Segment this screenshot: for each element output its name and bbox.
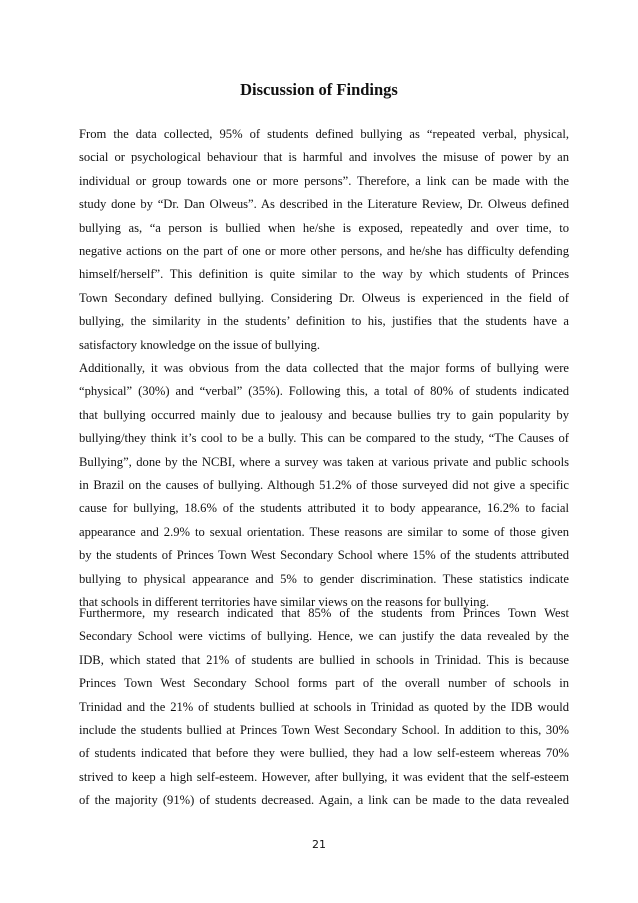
text-line: bullying/they think it’s cool to be a bully. This can be compared to the study, “The Causes of: [79, 431, 569, 446]
text-line: individual or group towards one or more persons”. Therefore, a link can be made with the: [79, 173, 569, 188]
text-line: Princes Town West Secondary School forms part of the overall number of schools in: [79, 676, 569, 691]
text-line: Town Secondary defined bullying. Considering Dr. Olweus is experienced in the field of: [79, 290, 569, 305]
text-line: that schools in different territories have similar views on the reasons for bullying.: [79, 594, 490, 609]
text-line: bullying to physical appearance and 5% to gender discrimination. These statistics indicate: [79, 571, 569, 586]
text-line: strived to keep a high self-esteem. However, after bullying, it was evident that the self-esteem: [79, 769, 569, 784]
text-line: Secondary School were victims of bullying. Hence, we can justify the data revealed by the: [79, 629, 569, 644]
paragraph-1: [79, 123, 569, 357]
text-line: IDB, which stated that 21% of students are bullied in schools in Trinidad. This is because: [79, 652, 569, 667]
text-line: Bullying”, done by the NCBI, where a survey was taken at various private and public schools: [79, 454, 569, 469]
text-line: cause for bullying, 18.6% of the students attributed it to body appearance, 16.2% to facial: [79, 501, 569, 516]
text-line: From the data collected, 95% of students defined bullying as “repeated verbal, physical,: [79, 127, 569, 141]
paragraph-3: [79, 602, 569, 813]
page-title: Discussion of Findings: [240, 80, 398, 99]
text-line: study done by “Dr. Dan Olweus”. As described in the Literature Review, Dr. Olweus defined: [79, 197, 569, 212]
text-line: himself/herself”. This definition is quite similar to the way by which students of Princes: [79, 267, 569, 282]
text-line: by the students of Princes Town West Secondary School where 15% of the students attributed: [79, 548, 569, 563]
text-line: satisfactory knowledge on the issue of bullying.: [79, 337, 320, 352]
text-line: bullying, the similarity in the students’ definition to his, justifies that the students have a: [79, 314, 569, 329]
text-line: of students indicated that before they were bullied, they had a low self-esteem whereas 70%: [79, 746, 569, 761]
text-line: in Brazil on the causes of bullying. Although 51.2% of those surveyed did not give a specific: [79, 477, 569, 492]
text-line: of the majority (91%) of students decreased. Again, a link can be made to the data revealed: [79, 793, 569, 808]
text-line: include the students bullied at Princes Town West Secondary School. In addition to this, 30%: [79, 722, 569, 737]
paragraph-2: [79, 357, 569, 614]
text-line: social or psychological behaviour that is harmful and involves the misuse of power by an: [79, 150, 569, 165]
text-line: Trinidad and the 21% of students bullied at schools in Trinidad as quoted by the IDB would: [79, 699, 569, 714]
text-line: negative actions on the part of one or more other persons, and he/she has difficulty defending: [79, 243, 569, 258]
text-line: bullying as, “a person is bullied when he/she is exposed, repeatedly and over time, to: [79, 220, 569, 235]
text-line: that bullying occurred mainly due to jealousy and because bullies try to gain popularity by: [79, 407, 569, 422]
page-number: 21: [312, 838, 326, 851]
text-line: Additionally, it was obvious from the data collected that the major forms of bullying were: [79, 361, 569, 375]
text-line: Furthermore, my research indicated that 85% of the students from Princes Town West: [79, 606, 569, 620]
text-line: appearance and 2.9% to sexual orientation. These reasons are similar to some of those given: [79, 524, 569, 539]
text-line: “physical” (30%) and “verbal” (35%). Following this, a total of 80% of students indicated: [79, 384, 569, 399]
